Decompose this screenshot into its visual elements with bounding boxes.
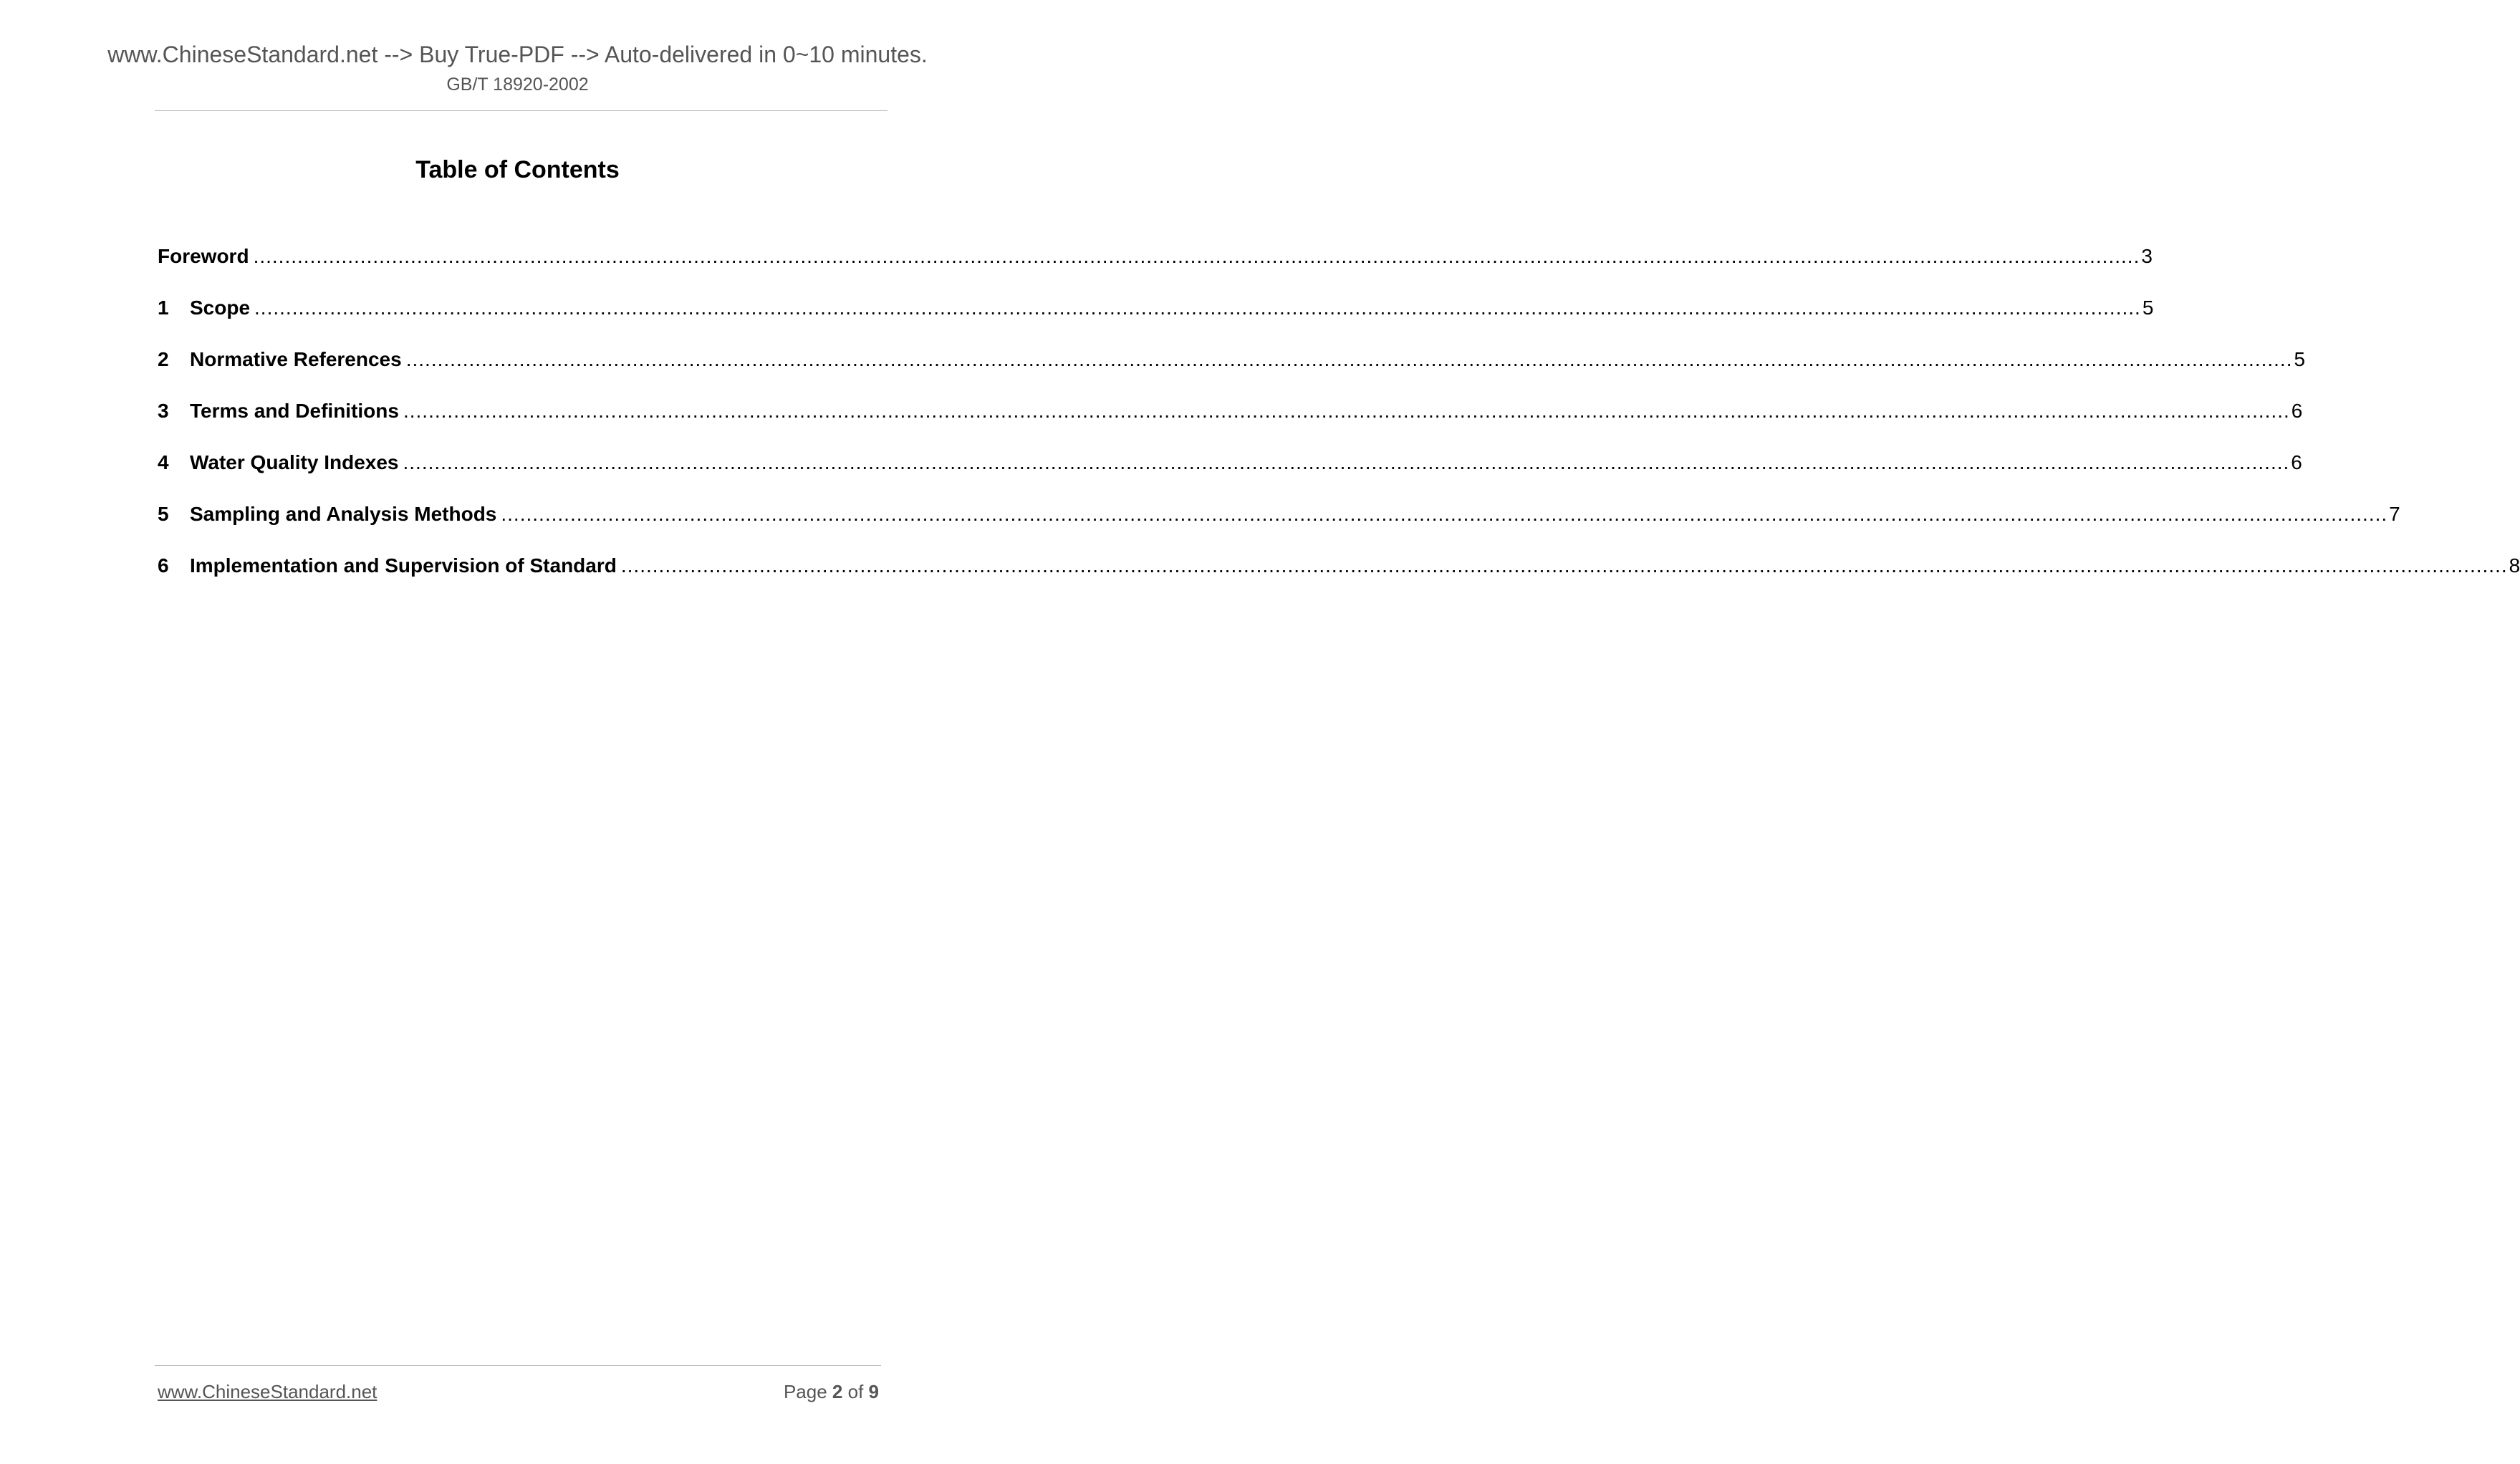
- page-total: 9: [868, 1381, 879, 1402]
- page-of: of: [847, 1381, 864, 1402]
- toc-leader-dots: ............................................................................................................................................................................................................................................................................................................: [405, 348, 2293, 370]
- toc-entry-label: Terms and Definitions: [190, 400, 399, 422]
- toc-list: [158, 242, 2520, 603]
- toc-entry-scope[interactable]: [158, 294, 2154, 345]
- toc-entry-label: Foreword: [158, 245, 249, 267]
- toc-leader-dots: ............................................................................................................................................................................................................................................................................................................: [403, 400, 2290, 422]
- footer-page-number: [784, 1379, 879, 1404]
- header-banner: www.ChineseStandard.net --> Buy True-PDF --> Auto-delivered in 0~10 minutes.: [107, 42, 928, 67]
- toc-entry-page: 6: [2291, 400, 2303, 422]
- toc-leader-dots: ............................................................................................................................................................................................................................................................................................................: [253, 245, 2140, 267]
- toc-entry-number: 1: [158, 297, 169, 319]
- toc-leader-dots: ............................................................................................................................................................................................................................................................................................................: [403, 451, 2290, 473]
- page-prefix: Page: [783, 1381, 827, 1402]
- header-divider: [155, 110, 888, 111]
- page-current: 2: [832, 1381, 843, 1402]
- toc-entry-label: Sampling and Analysis Methods: [190, 503, 497, 525]
- toc-entry-water-quality-indexes[interactable]: [158, 448, 2302, 500]
- toc-entry-page: 6: [2291, 451, 2302, 473]
- toc-entry-label: Scope: [190, 297, 251, 319]
- toc-entry-number: 2: [158, 348, 169, 370]
- toc-entry-label: Implementation and Supervision of Standard: [190, 554, 617, 577]
- toc-leader-dots: ............................................................................................................................................................................................................................................................................................................: [620, 554, 2508, 577]
- toc-entry-label: Water Quality Indexes: [190, 451, 399, 473]
- toc-entry-label: Normative References: [190, 348, 402, 370]
- document-id: GB/T 18920-2002: [446, 74, 589, 95]
- toc-entry-page: 5: [2294, 348, 2306, 370]
- toc-entry-sampling-analysis[interactable]: [158, 500, 2400, 552]
- toc-entry-page: 7: [2389, 503, 2400, 525]
- toc-leader-dots: ............................................................................................................................................................................................................................................................................................................: [254, 297, 2141, 319]
- toc-title: Table of Contents: [415, 156, 620, 183]
- toc-entry-page: 3: [2141, 245, 2153, 267]
- toc-entry-terms-definitions[interactable]: [158, 397, 2303, 448]
- footer-site-link[interactable]: www.ChineseStandard.net: [158, 1381, 377, 1402]
- toc-entry-number: 3: [158, 400, 169, 422]
- toc-leader-dots: ............................................................................................................................................................................................................................................................................................................: [501, 503, 2388, 525]
- toc-entry-number: 4: [158, 451, 169, 473]
- toc-entry-number: 6: [158, 554, 169, 577]
- toc-entry-normative-references[interactable]: [158, 345, 2306, 397]
- toc-entry-page: 5: [2142, 297, 2154, 319]
- toc-entry-implementation-supervision[interactable]: [158, 552, 2520, 603]
- footer-divider: [155, 1365, 881, 1366]
- toc-entry-number: 5: [158, 503, 169, 525]
- toc-entry-foreword[interactable]: [158, 242, 2153, 294]
- toc-entry-page: 8: [2509, 554, 2520, 577]
